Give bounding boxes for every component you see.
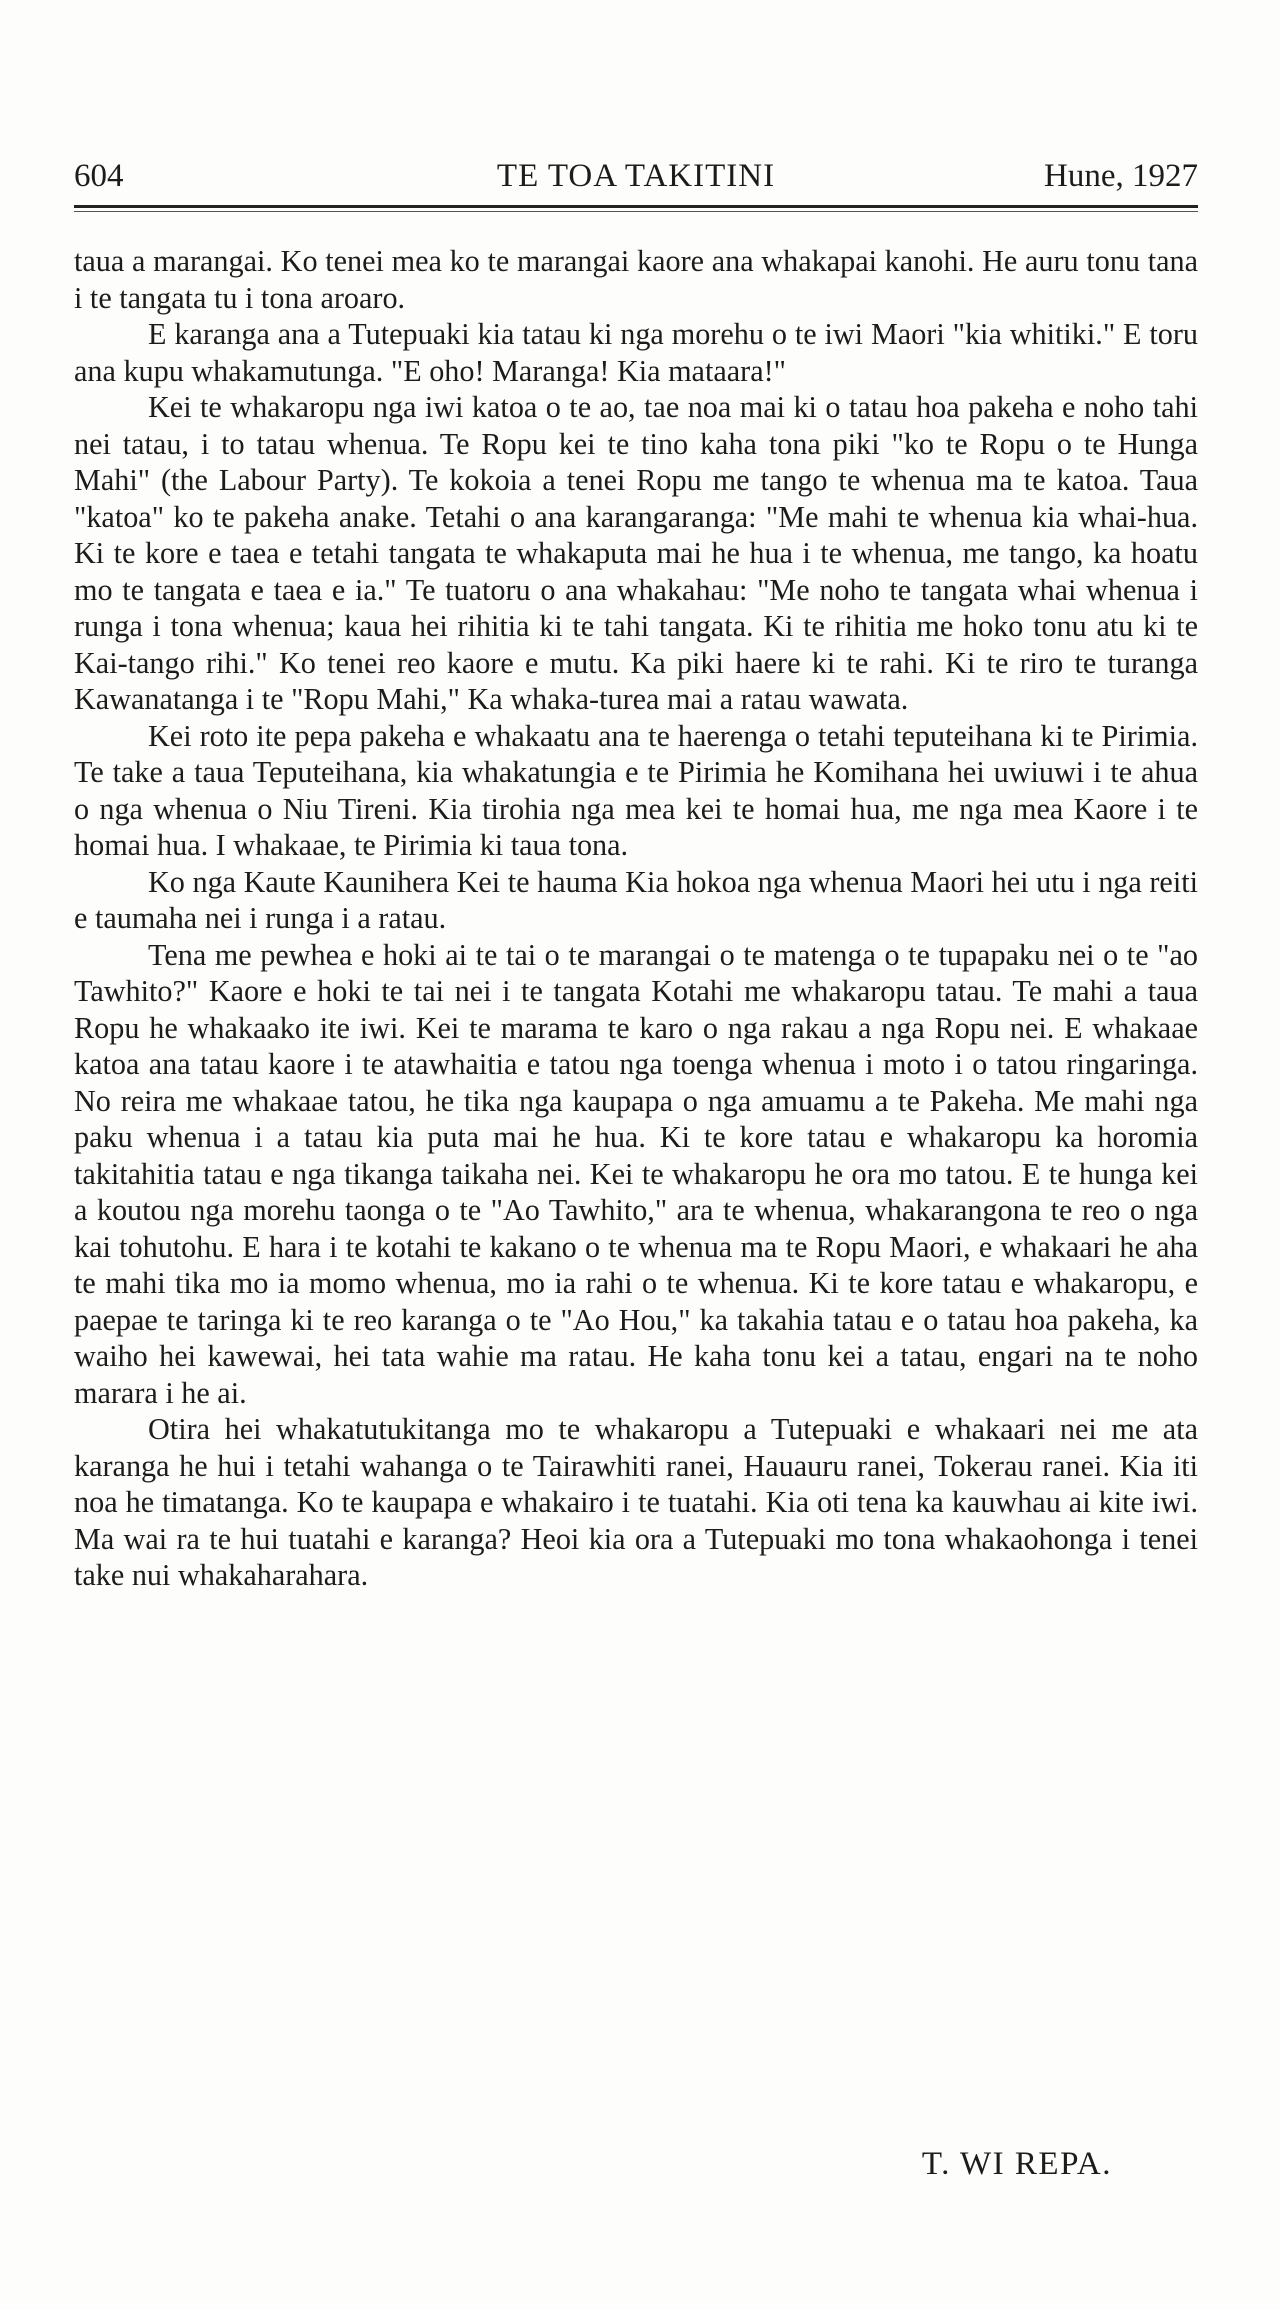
header-rule-thick <box>74 205 1198 208</box>
paragraph: Ko nga Kaute Kaunihera Kei te hauma Kia hokoa nga whenua Maori hei utu i nga reiti e taumaha nei i runga i a ratau. <box>74 864 1198 935</box>
paragraph: Kei te whakaropu nga iwi katoa o te ao, tae noa mai ki o tatau hoa pakeha e noho tahi nei tatau, i to tatau whenua. Te Ropu kei te tino kaha tona piki "ko te Ropu o te Hunga Mahi" (the Labour Party). Te kokoia a tenei Ropu me tango te whenua ma te katoa. Taua "katoa" ko te pakeha anake. Tetahi o ana karangaranga: "Me mahi te whenua kia whai-hua. Ki te kore e taea e tetahi tangata te whakaputa mai he hua i te whenua, me tango, ka hoatu mo te tangata e taea e ia." Te tuatoru o ana whakahau: "Me noho te tangata whai whenua i runga i tona whenua; kaua hei rihitia ki te tahi tangata. Ki te rihitia me hoko tonu atu ki te Kai-tango rihi." Ko tenei reo kaore e mutu. Ka piki haere ki te rahi. Ki te riro te turanga Kawanatanga i te "Ropu Mahi," Ka whaka-turea mai a ratau wawata. <box>74 390 1198 716</box>
paragraph: Tena me pewhea e hoki ai te tai o te marangai o te matenga o te tupapaku nei o te "ao Tawhito?" Kaore e hoki te tai nei i te tangata Kotahi me whakaropu tatau. Te mahi a taua Ropu he whakaako ite iwi. Kei te marama te karo o nga rakau a nga Ropu nei. E whakaae katoa ana tatau kaore i te atawhaitia e tatou nga toenga whenua i moto i o tatou ringaringa. No reira me whakaae tatou, he tika nga kaupapa o nga amuamu a te Pakeha. Me mahi nga paku whenua i a tatau kia puta mai he hua. Ki te kore tatau e whakaropu ka horomia takitahitia tatau e nga tikanga taikaha nei. Kei te whakaropu he ora mo tatou. E te hunga kei a koutou nga morehu taonga o te "Ao Tawhito," ara te whenua, whakarangona te reo o nga kai tohutohu. E hara i te kotahi te kakano o te whenua ma te Ropu Maori, e whakaari he aha te mahi tika mo ia momo whenua, mo ia rahi o te whenua. Ki te kore tatau e whakaropu, e paepae te taringa ki te reo karanga o te "Ao Hou," ka takahia tatau e o tatau hoa pakeha, ka waiho hei kawewai, hei tata wahie ma ratau. He kaha tonu kei a tatau, engari na te noho marara i he ai. <box>74 937 1198 1410</box>
author-signature: T. WI REPA. <box>921 2146 1112 2182</box>
page-number: 604 <box>74 158 124 194</box>
paragraph: taua a marangai. Ko tenei mea ko te marangai kaore ana whakapai kanohi. He auru tonu tana i te tangata tu i tona aroaro. <box>74 244 1198 315</box>
article-body <box>74 243 1198 1594</box>
paragraph: Kei roto ite pepa pakeha e whakaatu ana te haerenga o tetahi teputeihana ki te Pirimia. Te take a taua Teputeihana, kia whakatungia e te Pirimia he Komihana hei uwiuwi i te ahua o nga whenua o Niu Tireni. Kia tirohia nga mea kei te homai hua, me nga mea Kaore i te homai hua. I whakaae, te Pirimia ki taua tona. <box>74 718 1198 862</box>
page-header <box>74 158 1198 202</box>
paragraph: E karanga ana a Tutepuaki kia tatau ki nga morehu o te iwi Maori "kia whitiki." E toru ana kupu whakamutunga. "E oho! Maranga! Kia mataara!" <box>74 317 1198 388</box>
issue-date: Hune, 1927 <box>1044 158 1198 194</box>
header-rule-thin <box>74 211 1198 212</box>
paragraph: Otira hei whakatutukitanga mo te whakaropu a Tutepuaki e whakaari nei me ata karanga he hui i tetahi wahanga o te Tairawhiti ranei, Hauauru ranei, Tokerau ranei. Kia iti noa he timatanga. Ko te kaupapa e whakairo i te tuatahi. Kia oti tena ka kauwhau ai kite iwi. Ma wai ra te hui tuatahi e karanga? Heoi kia ora a Tutepuaki mo tona whakaohonga i tenei take nui whakaharahara. <box>74 1412 1198 1592</box>
publication-title: TE TOA TAKITINI <box>496 158 776 194</box>
